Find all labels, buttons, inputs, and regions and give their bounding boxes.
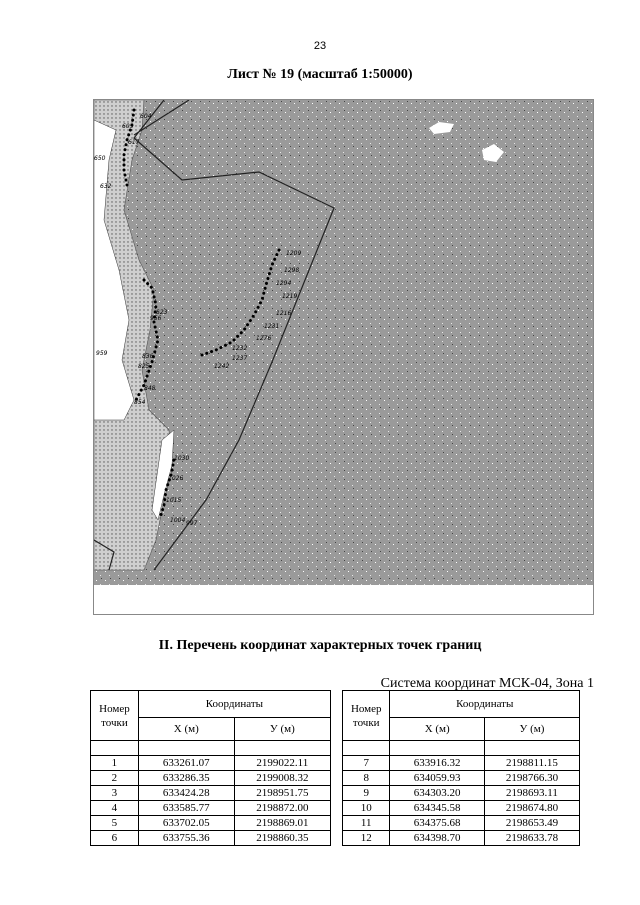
cell-x: 634345.58	[390, 801, 484, 816]
cell-x: 633702.05	[138, 816, 234, 831]
cell-point-number: 12	[343, 831, 390, 846]
cell-y: 2198653.49	[484, 816, 579, 831]
point-label: 1030	[174, 455, 190, 462]
table-row	[91, 831, 331, 846]
point-label: 617	[128, 139, 140, 146]
point-label: 1004	[170, 517, 186, 524]
section-title: II. Перечень координат характерных точек границ	[158, 638, 482, 653]
coordinate-system-label: Система координат МСК-04, Зона 1	[380, 676, 594, 691]
map-svg	[94, 100, 593, 614]
point-label: 604	[140, 113, 152, 120]
header-coordinates: Координаты	[390, 691, 580, 718]
coordinates-table-left	[90, 690, 331, 846]
coordinates-table-right	[342, 690, 580, 846]
cell-y: 2198951.75	[234, 786, 330, 801]
cell-y: 2199008.32	[234, 771, 330, 786]
cell-x: 633755.36	[138, 831, 234, 846]
map-bottom-blank	[94, 585, 593, 614]
table-row	[91, 786, 331, 801]
cell-y: 2199022.11	[234, 756, 330, 771]
cell-point-number: 6	[91, 831, 139, 846]
table-row	[343, 816, 580, 831]
point-label: 1231	[264, 323, 280, 330]
header-coordinates: Координаты	[138, 691, 330, 718]
table-body-right	[343, 741, 580, 846]
cell-point-number: 5	[91, 816, 139, 831]
table-body-left	[91, 741, 331, 846]
header-y: У (м)	[234, 718, 330, 741]
point-label: 1294	[276, 280, 292, 287]
cell-y: 2198693.11	[484, 786, 579, 801]
point-label: 1209	[286, 250, 302, 257]
point-label: 1298	[284, 267, 300, 274]
point-label: 848	[144, 385, 156, 392]
cell-x: 634059.93	[390, 771, 484, 786]
table-row	[343, 756, 580, 771]
cell-point-number: 2	[91, 771, 139, 786]
map-image	[93, 99, 594, 615]
point-label: 959	[96, 350, 108, 357]
point-label: 1237	[232, 355, 248, 362]
cell-x: 633261.07	[138, 756, 234, 771]
header-number-line1: Номер	[350, 702, 382, 715]
page-number: 23	[313, 40, 327, 52]
table-row	[91, 801, 331, 816]
point-label: 825	[138, 363, 150, 370]
cell-y: 2198811.15	[484, 756, 579, 771]
header-y: У (м)	[484, 718, 579, 741]
cell-point-number: 3	[91, 786, 139, 801]
sheet-title: Лист № 19 (масштаб 1:50000)	[227, 67, 413, 82]
cell-y: 2198869.01	[234, 816, 330, 831]
point-label: 823	[156, 309, 168, 316]
table-row	[343, 771, 580, 786]
cell-point-number: 10	[343, 801, 390, 816]
cell-x: 634398.70	[390, 831, 484, 846]
cell-y: 2198766.30	[484, 771, 579, 786]
cell-point-number: 9	[343, 786, 390, 801]
cell-y: 2198860.35	[234, 831, 330, 846]
cell-x: 633286.35	[138, 771, 234, 786]
point-label: 1232	[232, 345, 248, 352]
header-x: X (м)	[390, 718, 484, 741]
point-label: 854	[134, 399, 146, 406]
header-point-number	[91, 691, 139, 741]
cell-point-number: 4	[91, 801, 139, 816]
point-label: 632	[100, 183, 112, 190]
point-label: 956	[150, 315, 162, 322]
cell-point-number: 11	[343, 816, 390, 831]
table-row	[91, 771, 331, 786]
table-row	[343, 801, 580, 816]
cell-x: 633916.32	[390, 756, 484, 771]
point-label: 1276	[256, 335, 272, 342]
cell-point-number: 7	[343, 756, 390, 771]
point-label: 1216	[276, 310, 292, 317]
header-number-line2: точки	[352, 716, 380, 729]
cell-x: 633424.28	[138, 786, 234, 801]
table-row	[343, 831, 580, 846]
header-number-line2: точки	[101, 716, 128, 729]
cell-x: 634375.68	[390, 816, 484, 831]
point-label: 1242	[214, 363, 230, 370]
table-row	[343, 786, 580, 801]
header-point-number	[343, 691, 390, 741]
header-x: X (м)	[138, 718, 234, 741]
cell-point-number: 8	[343, 771, 390, 786]
cell-y: 2198633.78	[484, 831, 579, 846]
table-row	[91, 756, 331, 771]
cell-y: 2198872.00	[234, 801, 330, 816]
point-label: 605	[122, 123, 134, 130]
cell-x: 633585.77	[138, 801, 234, 816]
point-label: 997	[186, 520, 198, 527]
point-label: 1219	[282, 293, 298, 300]
table-row	[91, 816, 331, 831]
header-number-line1: Номер	[99, 702, 130, 715]
cell-point-number: 1	[91, 756, 139, 771]
point-label: 836	[142, 353, 154, 360]
cell-y: 2198674.80	[484, 801, 579, 816]
cell-x: 634303.20	[390, 786, 484, 801]
point-label: 650	[94, 155, 106, 162]
point-label: 1015	[166, 497, 182, 504]
water-area	[94, 100, 593, 585]
point-label: 1026	[168, 475, 184, 482]
